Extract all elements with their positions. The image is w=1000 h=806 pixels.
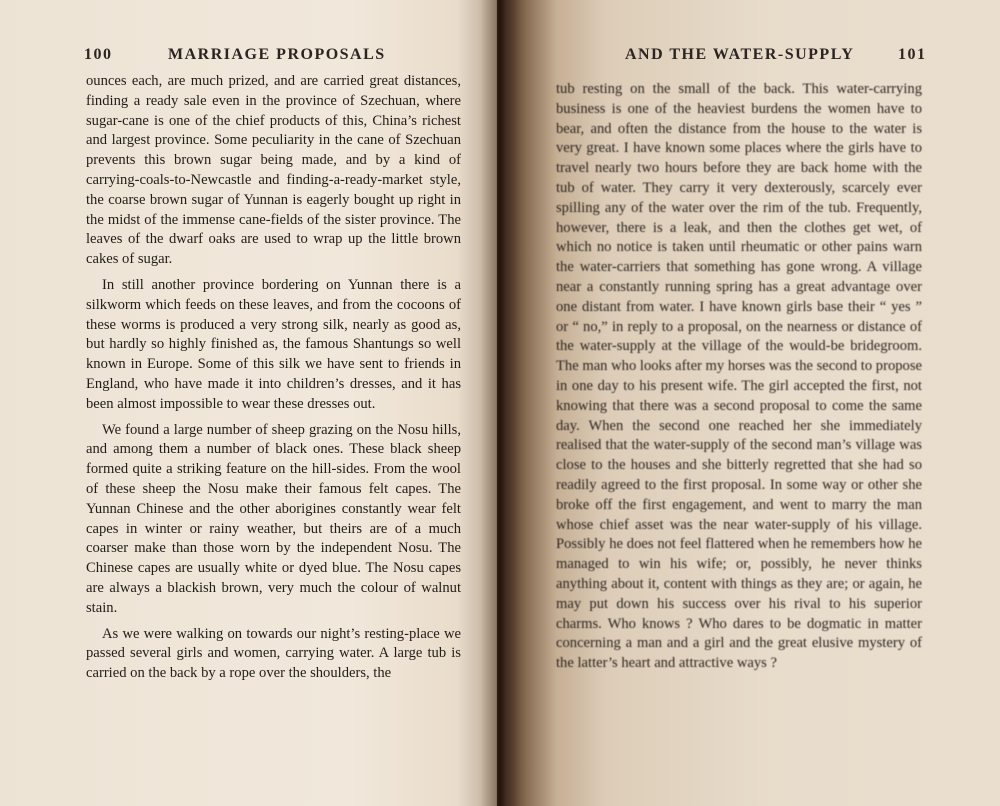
right-page xyxy=(497,0,1000,806)
paragraph: We found a large number of sheep grazing on the Nosu hills, and among them a number of black ones. These black sheep formed quite a striking feature on the hill-sides. From the wool of these sheep the Nosu make their famous felt capes. The Yunnan Chinese and the other aborigines constantly wear felt capes in winter or rainy weather, but theirs are of a much coarser make than those worn by the independent Nosu. The Chinese capes are usually white or dyed blue. The Nosu capes are always a blackish brown, very much the colour of walnut stain. xyxy=(86,421,461,616)
right-page-body xyxy=(556,80,922,680)
paragraph: ounces each, are much prized, and are carried great distances, finding a ready sale even in the province of Szechuan, where sugar-cane is one of the chief products of this, China’s richest and largest province. Some peculiarity in the cane of Szechuan prevents this brown sugar being made, and by a kind of carrying-coals-to-Newcastle and finding-a-ready-market style, the coarse brown sugar of Yunnan is eagerly bought up right in the midst of the immense cane-fields of the sister province. The leaves of the dwarf oaks are used to wrap up the little brown cakes of sugar. xyxy=(86,73,461,268)
left-page xyxy=(0,0,497,806)
left-page-number: 100 xyxy=(84,46,113,63)
paragraph: tub resting on the small of the back. This water-carrying business is one of the heaviest burdens the women have to bear, and often the distance from the house to the water is very great. I have known some places where the girls have to travel nearly two hours before they are back home with the tub of water. They carry it very dexterously, scarcely ever spilling any of the water over the rim of the tub. Frequently, however, there is a leak, and then the clothes get wet, of which no notice is taken until rheumatic or other pains warn the water-carriers that something has gone wrong. A village near a constantly running spring has a great advantage over one distant from water. I have known girls base their “ yes ” or “ no,” in reply to a proposal, on the nearness or distance of the water-supply at the village of the would-be bridegroom. The man who looks after my horses was the second to propose in one day to his present wife. The girl accepted the first, not knowing that there was a second proposal to come the same day. When the second one reached her she immediately realised that the water-supply of the second man’s village was close to the houses and she bitterly regretted that she had so readily agreed to the first proposal. In some way or other she broke off the first engagement, and went to marry the man whose chief asset was the near water-supply of his village. Possibly he does not feel flattered when he remembers how he managed to win his wife; or, possibly, he never thinks anything about it, content with things as they are; or again, he may put down his success over his rival to his superior charms. Who knows ? Who dares to be dogmatic in matter concerning a man and a girl and the great elusive mystery of the latter’s heart and attractive ways ? xyxy=(556,81,922,672)
paragraph: In still another province bordering on Yunnan there is a silkworm which feeds on these leaves, and from the cocoons of these worms is produced a very strong silk, nearly as good as, but hardly so highly finished as, the famous Shantungs so well known in Europe. Some of this silk we have sent to friends in England, who have made it into children’s dresses, and it has been almost impossible to wear these dresses out. xyxy=(86,276,461,412)
left-running-head: MARRIAGE PROPOSALS xyxy=(168,46,386,63)
right-running-head: AND THE WATER-SUPPLY xyxy=(625,46,855,63)
right-page-number: 101 xyxy=(898,46,927,63)
paragraph: As we were walking on towards our night’s resting-place we passed several girls and women, carrying water. A large tub is carried on the back by a rope over the shoulders, the xyxy=(86,625,461,682)
left-page-body xyxy=(86,72,461,690)
